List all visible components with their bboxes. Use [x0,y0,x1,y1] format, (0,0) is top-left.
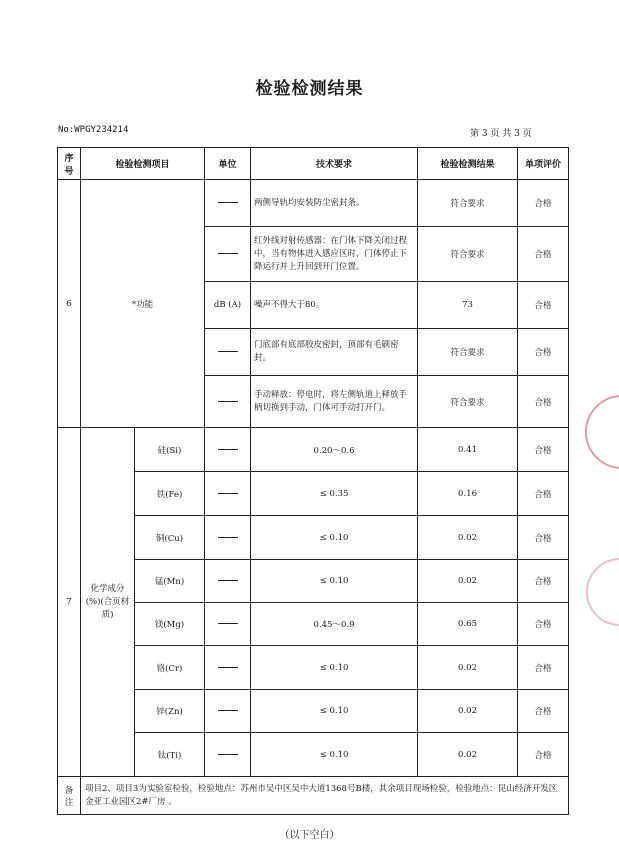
unit-cell [205,560,251,603]
element-cell: 铬(Cr) [135,646,205,690]
unit-cell: dB (A) [205,282,251,329]
unit-cell [205,603,251,646]
table-row [58,560,569,603]
unit-cell [205,227,251,282]
element-cell: 硅(Si) [135,428,205,472]
item-cell: 化学成分(%)(合页材质) [81,428,135,777]
evaluation-cell: 合格 [518,472,569,516]
remark-row [58,777,569,815]
page-title: 检验检测结果 [255,79,364,99]
requirement-cell: ≤ 0.10 [251,560,418,603]
table-row [58,180,569,227]
requirement-cell: ≤ 0.10 [251,646,418,690]
unit-cell [205,733,251,777]
dash-mark [218,580,238,581]
header-seq: 序号 [58,148,81,180]
table-header-row [58,148,569,180]
evaluation-cell: 合格 [518,376,569,428]
table-row [58,516,569,560]
evaluation-cell: 合格 [518,646,569,690]
evaluation-cell: 合格 [518,560,569,603]
result-cell: 0.02 [418,690,518,733]
result-cell: 0.02 [418,516,518,560]
header-evaluation: 单项评价 [518,148,569,180]
report-number: No:WPGY234214 [58,125,129,135]
unit-cell [205,646,251,690]
results-table [57,147,569,815]
requirement-cell: 噪声不得大于80。 [251,282,418,329]
table-row [58,472,569,516]
dash-mark [218,253,238,254]
element-cell: 铜(Cu) [135,516,205,560]
remark-text: 项目2、项目3为实验室检验，检验地点：苏州市吴中区吴中大道1368号B楼，其余项目现场检验，检验地点：昆山经济开发区金亚工业园区2#厂房 。 [81,777,569,815]
header-unit: 单位 [205,148,251,180]
remark-label: 备注 [58,777,81,815]
result-cell: 符合要求 [418,227,518,282]
requirement-cell: ≤ 0.35 [251,472,418,516]
item-cell: *功能 [81,180,205,428]
dash-mark [218,537,238,538]
requirement-cell: ≤ 0.10 [251,733,418,777]
dash-mark [218,401,238,402]
dash-mark [218,202,238,203]
evaluation-cell: 合格 [518,690,569,733]
dash-mark [218,667,238,668]
element-cell: 铁(Fe) [135,472,205,516]
requirement-cell: 0.20～0.6 [251,428,418,472]
header-requirement: 技术要求 [251,148,418,180]
evaluation-cell: 合格 [518,428,569,472]
result-cell: 0.02 [418,733,518,777]
dash-mark [218,623,238,624]
dash-mark [218,449,238,450]
result-cell: 0.65 [418,603,518,646]
seq-cell: 6 [58,180,81,428]
dash-mark [218,493,238,494]
requirement-cell: 手动释放：停电时，将左侧轨道上释放手柄切换到手动，门体可手动打开门。 [251,376,418,428]
unit-cell [205,472,251,516]
result-cell: 0.16 [418,472,518,516]
requirement-cell: ≤ 0.10 [251,516,418,560]
evaluation-cell: 合格 [518,282,569,329]
header-item: 检验检测项目 [81,148,205,180]
dash-mark [218,710,238,711]
result-cell: 符合要求 [418,376,518,428]
dash-mark [218,351,238,352]
unit-cell [205,180,251,227]
requirement-cell: 0.45～0.9 [251,603,418,646]
requirement-cell: 红外线对射传感器：在门体下降关闭过程中，当有物体进入感应区时，门体停止下降运行并上升回到开门位置。 [251,227,418,282]
requirement-cell: 门底部有底部胶皮密封，顶部有毛刷密封。 [251,329,418,376]
unit-cell [205,329,251,376]
table-row [58,603,569,646]
evaluation-cell: 合格 [518,329,569,376]
unit-cell [205,428,251,472]
result-cell: 符合要求 [418,329,518,376]
requirement-cell: ≤ 0.10 [251,690,418,733]
seq-cell: 7 [58,428,81,777]
unit-cell [205,690,251,733]
element-cell: 钛(Ti) [135,733,205,777]
evaluation-cell: 合格 [518,516,569,560]
evaluation-cell: 合格 [518,603,569,646]
table-row [58,428,569,472]
page-number: 第 3 页 共 3 页 [470,129,532,139]
result-cell: 符合要求 [418,180,518,227]
requirement-cell: 两侧导轨均安装防尘密封条。 [251,180,418,227]
result-cell: 0.02 [418,560,518,603]
seal-stamp [586,558,619,626]
element-cell: 锰(Mn) [135,560,205,603]
table-row [58,733,569,777]
table-row [58,646,569,690]
result-cell: 0.02 [418,646,518,690]
unit-cell [205,516,251,560]
table-row [58,690,569,733]
evaluation-cell: 合格 [518,180,569,227]
result-cell: 73 [418,282,518,329]
evaluation-cell: 合格 [518,227,569,282]
element-cell: 镁(Mg) [135,603,205,646]
evaluation-cell: 合格 [518,733,569,777]
blank-below-note: （以下空白） [279,830,340,841]
result-cell: 0.41 [418,428,518,472]
dash-mark [218,754,238,755]
element-cell: 锌(Zn) [135,690,205,733]
unit-cell [205,376,251,428]
header-result: 检验检测结果 [418,148,518,180]
seal-stamp [585,395,619,469]
